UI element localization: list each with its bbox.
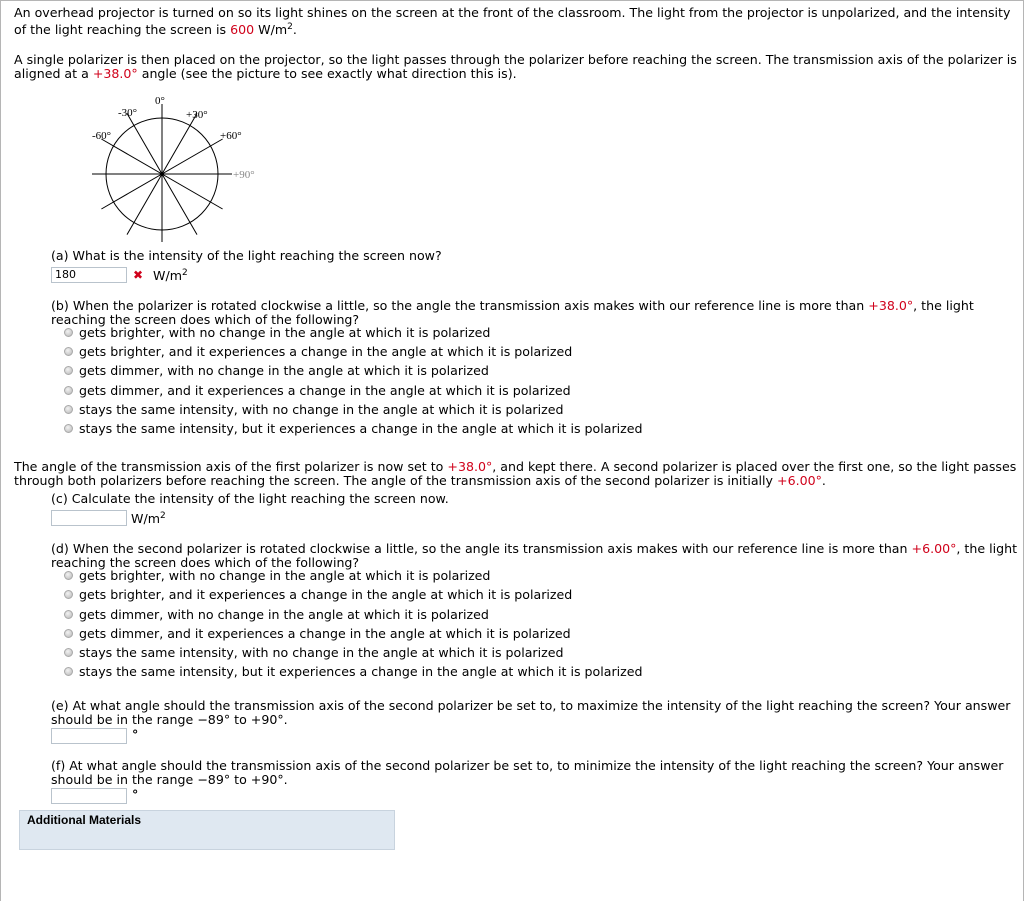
part-d-option-2[interactable]: [64, 587, 572, 603]
option-label: gets brighter, with no change in the angle at which it is polarized: [79, 325, 491, 340]
part-f-unit: °: [132, 787, 139, 802]
intro-line-2: of the light reaching the screen is: [14, 22, 227, 38]
diagram-label-p90: +90°: [233, 169, 255, 181]
part-b-option-5[interactable]: [64, 402, 563, 418]
part-f-question-line-1: (f) At what angle should the transmission axis of the second polarizer be set to, to minimize the intensity of the light reaching the screen? Your answer: [51, 758, 1004, 773]
incorrect-icon: ✖: [133, 268, 144, 282]
diagram-label-m60: -60°: [92, 130, 112, 142]
polarizer-angle-value: +38.0°: [92, 66, 138, 81]
additional-materials-title: Additional Materials: [27, 813, 142, 827]
option-label: stays the same intensity, with no change in the angle at which it is polarized: [79, 645, 564, 660]
radio-button[interactable]: [64, 347, 73, 356]
polarizer-line-1: A single polarizer is then placed on the projector, so the light passes through the polarizer before reaching the screen. The transmission axis of the polarizer is: [14, 52, 1017, 67]
part-e-question-line-1: (e) At what angle should the transmission axis of the second polarizer be set to, to maximize the intensity of the light reaching the screen? Your answer: [51, 698, 1011, 713]
intro-intensity-value: 600: [230, 22, 255, 38]
part-c-question: (c) Calculate the intensity of the light reaching the screen now.: [51, 491, 449, 506]
radio-button[interactable]: [64, 405, 73, 414]
part-e-question-line-2: should be in the range −89° to +90°.: [51, 712, 288, 727]
second-line-2a: through both polarizers before reaching the screen. The angle of the transmission axis of the second polarizer is initially: [14, 473, 774, 488]
second-angle1-value: +38.0°: [447, 459, 493, 474]
second-line-1b: , and kept there. A second polarizer is placed over the first one, so the light passes: [492, 459, 1017, 474]
polarizer-line-2b: angle (see the picture to see exactly what direction this is).: [141, 66, 517, 81]
part-d-question-line-1a: (d) When the second polarizer is rotated clockwise a little, so the angle its transmission axis makes with our reference line is more than: [51, 541, 908, 556]
second-line-1a: The angle of the transmission axis of the first polarizer is now set to: [14, 459, 444, 474]
part-b-angle-value: +38.0°: [868, 298, 914, 313]
diagram-label-p60: +60°: [220, 130, 242, 142]
polarizer-line-2a: aligned at a: [14, 66, 89, 81]
part-b-option-2[interactable]: [64, 344, 572, 360]
part-c-unit: [131, 511, 166, 526]
part-d-question-line-2: reaching the screen does which of the following?: [51, 555, 360, 570]
part-f-question-line-2: should be in the range −89° to +90°.: [51, 772, 288, 787]
part-a-unit-exp: 2: [181, 268, 188, 278]
part-b-option-3[interactable]: [64, 363, 489, 379]
part-b-question-line-1b: , the light: [913, 298, 974, 313]
option-label: gets brighter, with no change in the angle at which it is polarized: [79, 568, 491, 583]
part-a-question: (a) What is the intensity of the light reaching the screen now?: [51, 248, 442, 263]
part-f-question: [51, 759, 1019, 787]
radio-button[interactable]: [64, 571, 73, 580]
option-label: stays the same intensity, with no change in the angle at which it is polarized: [79, 402, 564, 417]
part-b-option-1[interactable]: [64, 325, 490, 341]
intro-intensity-unit: W/m: [258, 22, 288, 38]
option-label: gets brighter, and it experiences a change in the angle at which it is polarized: [79, 344, 573, 359]
intro-text: [14, 6, 1019, 37]
part-a-answer-input[interactable]: 180: [51, 267, 127, 283]
part-b-question-line-1a: (b) When the polarizer is rotated clockwise a little, so the angle the transmission axis makes with our reference line is more than: [51, 298, 865, 313]
part-d-question: [51, 542, 1019, 570]
part-f-answer-input[interactable]: [51, 788, 127, 804]
radio-button[interactable]: [64, 366, 73, 375]
part-d-angle-value: +6.00°: [911, 541, 957, 556]
part-d-question-line-1b: , the light: [956, 541, 1018, 556]
diagram-label-m30: -30°: [118, 107, 138, 119]
option-label: gets dimmer, with no change in the angle at which it is polarized: [79, 363, 489, 378]
polarizer-text: [14, 53, 1019, 81]
radio-button[interactable]: [64, 590, 73, 599]
option-label: gets dimmer, and it experiences a change in the angle at which it is polarized: [79, 383, 571, 398]
second-polarizer-text: [14, 460, 1020, 488]
part-a-unit: [153, 268, 188, 283]
part-c-unit-text: W/m: [131, 511, 160, 527]
part-e-unit: °: [132, 727, 139, 742]
radio-button[interactable]: [64, 667, 73, 676]
option-label: gets brighter, and it experiences a change in the angle at which it is polarized: [79, 587, 573, 602]
part-c-unit-exp: 2: [159, 511, 166, 521]
part-b-option-4[interactable]: [64, 383, 571, 399]
second-angle2-value: +6.00°: [777, 473, 822, 488]
part-b-question-line-2: reaching the screen does which of the following?: [51, 312, 360, 327]
radio-button[interactable]: [64, 386, 73, 395]
part-d-option-5[interactable]: [64, 645, 563, 661]
part-d-option-4[interactable]: [64, 626, 571, 642]
part-a-unit-text: W/m: [153, 268, 182, 284]
additional-materials-panel: [19, 810, 395, 850]
radio-button[interactable]: [64, 629, 73, 638]
part-d-option-1[interactable]: [64, 568, 490, 584]
part-e-answer-input[interactable]: [51, 728, 127, 744]
part-b-question: [51, 299, 1019, 327]
intro-period: .: [292, 22, 297, 38]
option-label: gets dimmer, and it experiences a change in the angle at which it is polarized: [79, 626, 571, 641]
option-label: gets dimmer, with no change in the angle at which it is polarized: [79, 607, 489, 622]
radio-button[interactable]: [64, 328, 73, 337]
radio-button[interactable]: [64, 610, 73, 619]
part-d-option-6[interactable]: [64, 664, 643, 680]
part-b-option-6[interactable]: [64, 421, 643, 437]
option-label: stays the same intensity, but it experiences a change in the angle at which it is polarized: [79, 664, 643, 679]
intro-line-1: An overhead projector is turned on so its light shines on the screen at the front of the classroom. The light from the projector is unpolarized, and the intensity: [14, 5, 1011, 20]
second-line-2b: .: [821, 473, 826, 488]
part-e-question: [51, 699, 1019, 727]
diagram-center: [160, 172, 164, 176]
angle-diagram: [85, 92, 275, 242]
diagram-label-0: 0°: [155, 95, 165, 107]
part-d-option-3[interactable]: [64, 607, 489, 623]
intro-intensity-exp: 2: [287, 22, 293, 32]
radio-button[interactable]: [64, 424, 73, 433]
diagram-label-p30: +30°: [186, 109, 208, 121]
radio-button[interactable]: [64, 648, 73, 657]
option-label: stays the same intensity, but it experiences a change in the angle at which it is polarized: [79, 421, 643, 436]
part-c-answer-input[interactable]: [51, 510, 127, 526]
